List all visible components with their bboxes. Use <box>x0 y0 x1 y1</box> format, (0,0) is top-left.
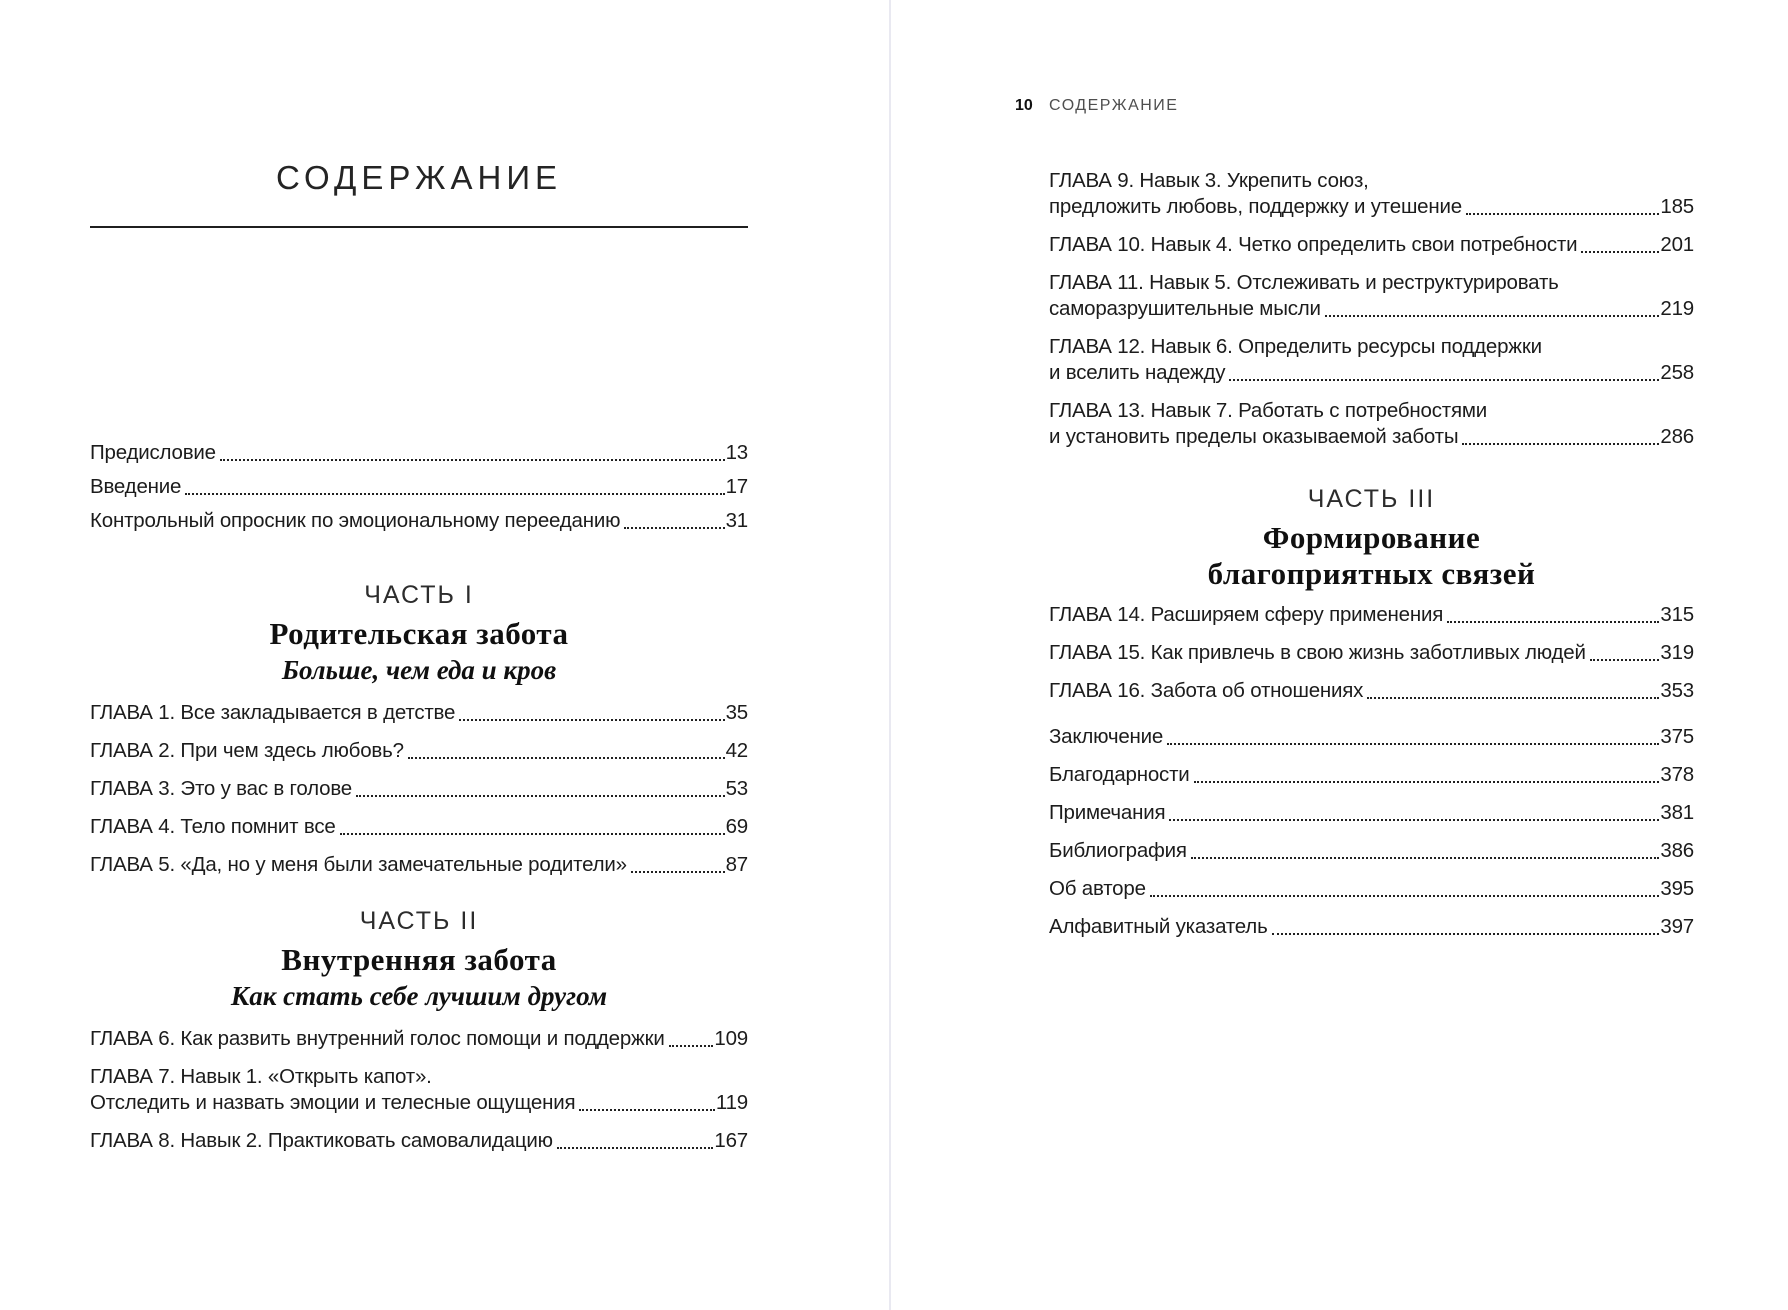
toc-entry-page: 386 <box>1660 839 1694 862</box>
toc-entry-label: ГЛАВА 1. Все закладывается в детстве <box>90 701 456 724</box>
toc-entry-label: Контрольный опросник по эмоциональному перееданию <box>90 509 621 532</box>
toc-entry <box>90 700 748 726</box>
part3-title-line1: Формирование <box>1262 520 1481 555</box>
toc-entry-label: ГЛАВА 3. Это у вас в голове <box>90 777 352 800</box>
toc-entry <box>1049 678 1694 704</box>
part3-title-line2: благоприятных связей <box>1207 556 1536 591</box>
dotted-leader <box>185 493 724 495</box>
toc-entry <box>90 1026 748 1052</box>
dotted-leader <box>408 757 725 759</box>
dotted-leader <box>356 795 725 797</box>
toc-entry-page: 258 <box>1660 361 1694 384</box>
toc-entry-label: Примечания <box>1049 801 1166 824</box>
toc-entry-page: 31 <box>725 509 748 532</box>
toc-entry-page: 201 <box>1660 233 1694 256</box>
dotted-leader <box>1466 213 1659 215</box>
toc-entry-line1: ГЛАВА 9. Навык 3. Укрепить союз, <box>1049 169 1369 192</box>
front-matter-list <box>90 440 748 534</box>
toc-entry-page: 397 <box>1660 915 1694 938</box>
dotted-leader <box>220 459 725 461</box>
toc-entry <box>1049 762 1694 788</box>
toc-entry-page: 69 <box>725 815 748 838</box>
toc-entry-page: 17 <box>725 475 748 498</box>
toc-entry-line1: ГЛАВА 13. Навык 7. Работать с потребностями <box>1049 399 1487 422</box>
dotted-leader <box>1167 743 1659 745</box>
toc-entry <box>90 508 748 534</box>
toc-entry-line1: ГЛАВА 11. Навык 5. Отслеживать и реструктурировать <box>1049 271 1559 294</box>
toc-entry <box>1049 232 1694 258</box>
toc-entry-page: 375 <box>1660 725 1694 748</box>
dotted-leader <box>1272 933 1660 935</box>
dotted-leader <box>1191 857 1660 859</box>
dotted-leader <box>624 527 724 529</box>
dotted-leader <box>1447 621 1659 623</box>
toc-entry-page: 53 <box>725 777 748 800</box>
toc-entry <box>90 852 748 878</box>
dotted-leader <box>1229 379 1659 381</box>
toc-entry-label: Об авторе <box>1049 877 1146 900</box>
dotted-leader <box>579 1109 715 1111</box>
toc-entry-line2 <box>1049 194 1694 220</box>
toc-entry-line2 <box>1049 360 1694 386</box>
dotted-leader <box>459 719 724 721</box>
toc-entry <box>1049 398 1694 450</box>
toc-entry-label: ГЛАВА 14. Расширяем сферу применения <box>1049 603 1444 626</box>
toc-entry-page: 109 <box>714 1027 748 1050</box>
toc-entry-page: 42 <box>725 739 748 762</box>
part1-subtitle: Больше, чем еда и кров <box>281 655 557 685</box>
part2-heading <box>90 906 748 1012</box>
toc-entry-page: 286 <box>1660 425 1694 448</box>
running-header <box>1015 96 1694 116</box>
toc-entry <box>90 474 748 500</box>
title-rule <box>90 226 748 228</box>
toc-entry-label: Отследить и назвать эмоции и телесные ощущения <box>90 1091 576 1114</box>
toc-entry-label: ГЛАВА 16. Забота об отношениях <box>1049 679 1364 702</box>
toc-entry-label: Введение <box>90 475 182 498</box>
toc-entry <box>1049 602 1694 628</box>
toc-entry-label: предложить любовь, поддержку и утешение <box>1049 195 1462 218</box>
toc-entry-label: ГЛАВА 10. Навык 4. Четко определить свои потребности <box>1049 233 1578 256</box>
toc-entry <box>1049 724 1694 750</box>
toc-entry-line2 <box>1049 424 1694 450</box>
toc-entry <box>90 814 748 840</box>
toc-entry <box>90 776 748 802</box>
toc-entry-page: 381 <box>1660 801 1694 824</box>
toc-entry-page: 13 <box>725 441 748 464</box>
dotted-leader <box>1169 819 1659 821</box>
dotted-leader <box>1462 443 1659 445</box>
toc-entry <box>90 738 748 764</box>
toc-entry <box>1049 334 1694 386</box>
part2-title: Внутренняя забота <box>281 942 557 977</box>
toc-entry-label: саморазрушительные мысли <box>1049 297 1321 320</box>
toc-entry-page: 167 <box>714 1129 748 1152</box>
toc-title: СОДЕРЖАНИЕ <box>275 159 563 196</box>
toc-entry-label: и установить пределы оказываемой заботы <box>1049 425 1459 448</box>
toc-entry <box>1049 838 1694 864</box>
toc-entry-label: Предисловие <box>90 441 216 464</box>
toc-entry-line2 <box>1049 296 1694 322</box>
back-matter-list <box>1049 724 1694 940</box>
toc-entry-label: Библиография <box>1049 839 1187 862</box>
toc-entry-page: 378 <box>1660 763 1694 786</box>
dotted-leader <box>340 833 725 835</box>
dotted-leader <box>1150 895 1660 897</box>
toc-entry-page: 219 <box>1660 297 1694 320</box>
toc-entry-label: и вселить надежду <box>1049 361 1226 384</box>
toc-entry-label: ГЛАВА 5. «Да, но у меня были замечательные родители» <box>90 853 627 876</box>
dotted-leader <box>1194 781 1660 783</box>
toc-entry <box>90 1128 748 1154</box>
running-title: СОДЕРЖАНИЕ <box>1049 97 1179 114</box>
toc-entry-line1: ГЛАВА 12. Навык 6. Определить ресурсы поддержки <box>1049 335 1542 358</box>
toc-entry-page: 87 <box>725 853 748 876</box>
part3-chapter-list <box>1049 602 1694 704</box>
part1-title: Родительская забота <box>269 616 569 651</box>
toc-entry <box>1049 876 1694 902</box>
toc-entry <box>1049 270 1694 322</box>
dotted-leader <box>1367 697 1659 699</box>
toc-entry-page: 353 <box>1660 679 1694 702</box>
part1-heading <box>90 580 748 686</box>
toc-entry-label: ГЛАВА 6. Как развить внутренний голос помощи и поддержки <box>90 1027 665 1050</box>
toc-entry-page: 35 <box>725 701 748 724</box>
toc-entry <box>1049 914 1694 940</box>
toc-entry-label: ГЛАВА 15. Как привлечь в свою жизнь заботливых людей <box>1049 641 1586 664</box>
dotted-leader <box>669 1045 714 1047</box>
toc-entry-page: 315 <box>1660 603 1694 626</box>
toc-entry-page: 319 <box>1660 641 1694 664</box>
toc-entry-label: Алфавитный указатель <box>1049 915 1268 938</box>
part3-heading <box>1049 484 1694 592</box>
toc-entry <box>1049 800 1694 826</box>
toc-entry-page: 395 <box>1660 877 1694 900</box>
toc-entry-label: ГЛАВА 4. Тело помнит все <box>90 815 336 838</box>
toc-entry-page: 185 <box>1660 195 1694 218</box>
left-page <box>90 0 748 1166</box>
toc-entry-label: ГЛАВА 8. Навык 2. Практиковать самовалидацию <box>90 1129 553 1152</box>
part2-continued-list <box>1049 168 1694 450</box>
dotted-leader <box>1325 315 1660 317</box>
page-number-folio: 10 <box>1015 97 1033 114</box>
toc-entry <box>1049 168 1694 220</box>
dotted-leader <box>631 871 725 873</box>
part2-subtitle: Как стать себе лучшим другом <box>230 981 608 1011</box>
dotted-leader <box>557 1147 714 1149</box>
toc-entry-line2 <box>90 1090 748 1116</box>
dotted-leader <box>1590 659 1660 661</box>
page-spread-divider <box>889 0 891 1310</box>
toc-entry <box>90 1064 748 1116</box>
part1-chapter-list <box>90 700 748 878</box>
toc-entry-line1: ГЛАВА 7. Навык 1. «Открыть капот». <box>90 1065 432 1088</box>
right-page <box>1015 0 1694 952</box>
toc-entry <box>90 440 748 466</box>
toc-entry-label: ГЛАВА 2. При чем здесь любовь? <box>90 739 404 762</box>
toc-entry <box>1049 640 1694 666</box>
part2-chapter-list <box>90 1026 748 1154</box>
part1-kicker: ЧАСТЬ I <box>364 581 474 609</box>
toc-entry-label: Заключение <box>1049 725 1164 748</box>
toc-entry-page: 119 <box>715 1091 748 1114</box>
part2-kicker: ЧАСТЬ II <box>359 907 479 935</box>
dotted-leader <box>1581 251 1659 253</box>
toc-entry-label: Благодарности <box>1049 763 1190 786</box>
part3-kicker: ЧАСТЬ III <box>1307 485 1436 513</box>
